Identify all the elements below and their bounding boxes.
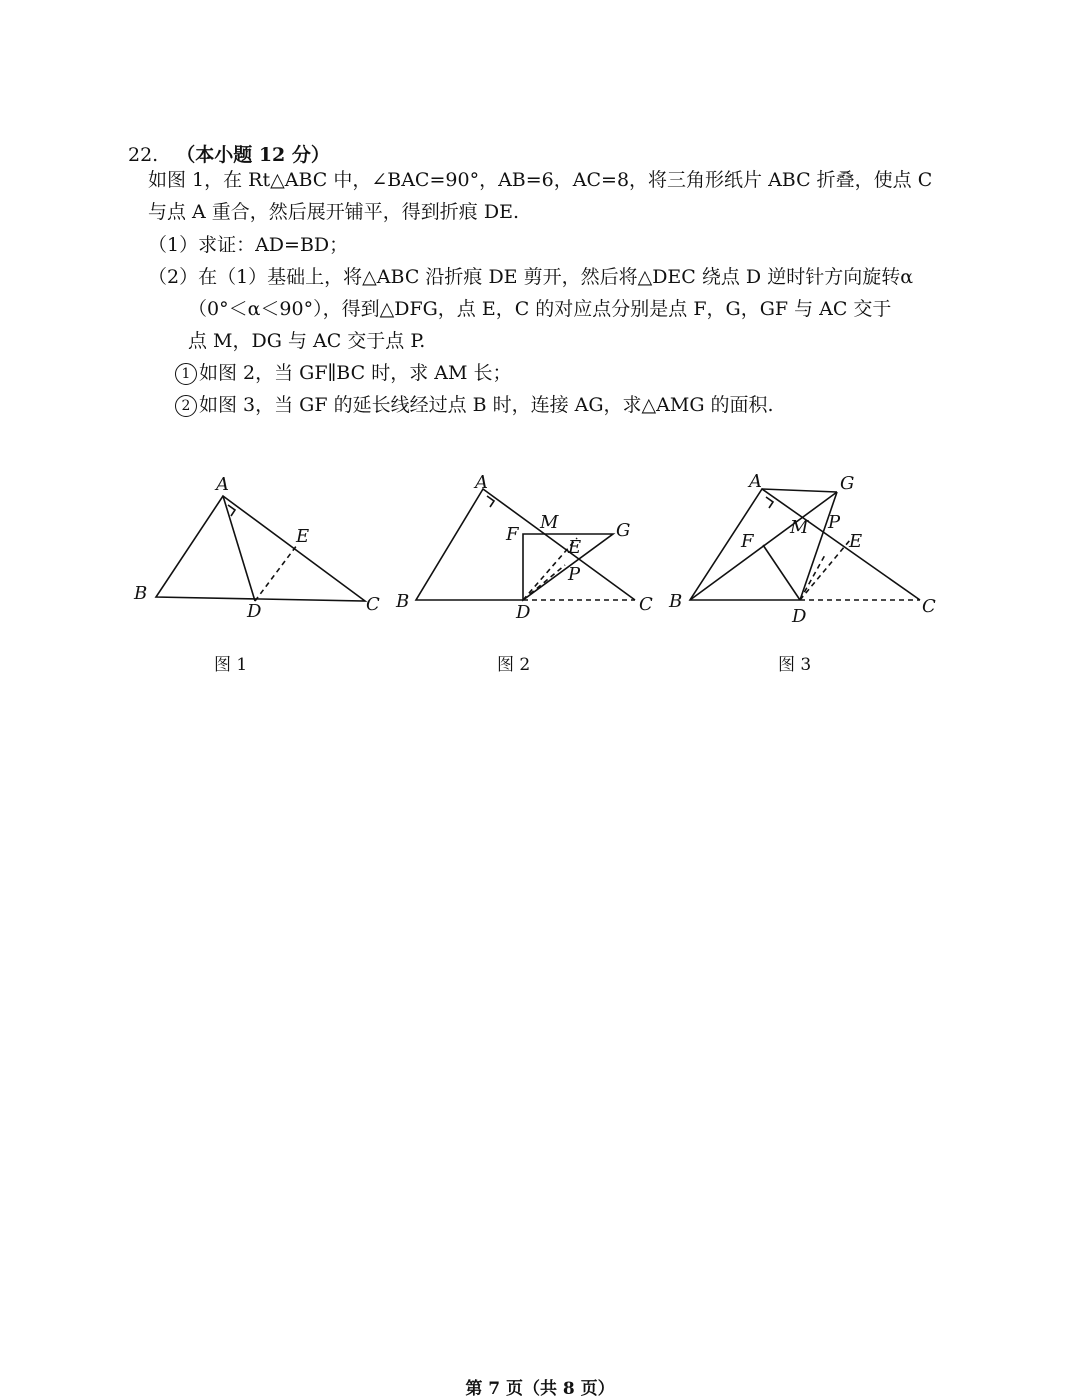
triangle-abc-solid xyxy=(416,489,635,600)
sub-question-2-text: 如图 3，当 GF 的延长线经过点 B 时，连接 AG，求△AMG 的面积. xyxy=(199,394,774,416)
label-m: M xyxy=(540,512,559,533)
segment-ag xyxy=(762,489,837,492)
intro-line-2: 与点 A 重合，然后展开铺平，得到折痕 DE. xyxy=(148,201,519,223)
page-footer: 第 7 页（共 8 页） xyxy=(465,1379,615,1399)
label-c: C xyxy=(639,594,653,615)
sub-question-1-text: 如图 2，当 GF∥BC 时，求 AM 长； xyxy=(199,362,512,384)
sub-question-1 xyxy=(175,357,511,389)
crease-de-dashed xyxy=(800,540,850,600)
figure-2-caption: 图 2 xyxy=(497,655,531,675)
figure-3-diagram xyxy=(665,465,950,630)
right-angle-mark xyxy=(766,497,773,508)
label-a: A xyxy=(475,472,488,493)
figure-3-caption: 图 3 xyxy=(778,655,812,675)
part-2-line-1: （2）在（1）基础上，将△ABC 沿折痕 DE 剪开，然后将△DEC 绕点 D 逆时针方向旋转α xyxy=(148,266,914,288)
triangle-abc xyxy=(156,496,365,601)
fold-crease-de xyxy=(255,545,297,601)
label-b: B xyxy=(134,583,148,604)
right-angle-mark xyxy=(487,496,494,507)
label-f: F xyxy=(741,531,754,552)
part-2-line-3: 点 M，DG 与 AC 交于点 P. xyxy=(188,330,426,352)
label-g: G xyxy=(840,473,855,494)
label-d: D xyxy=(516,602,531,623)
label-m: M xyxy=(790,517,809,538)
intro-line-1: 如图 1，在 Rt△ABC 中，∠BAC=90°，AB=6，AC=8，将三角形纸片 ABC 折叠，使点 C xyxy=(148,169,933,191)
label-a: A xyxy=(216,474,229,495)
circled-number-2: 2 xyxy=(175,395,197,417)
label-p: P xyxy=(828,512,841,533)
part-2-line-2: （0°＜α＜90°），得到△DFG，点 E，C 的对应点分别是点 F，G，GF 与 AC 交于 xyxy=(188,298,892,320)
figure-1-diagram xyxy=(120,465,390,630)
label-f: F xyxy=(506,524,519,545)
label-e: E xyxy=(296,526,310,547)
label-d: D xyxy=(247,601,262,622)
label-e: E xyxy=(849,531,863,552)
circled-number-1: 1 xyxy=(175,363,197,385)
figure-2-diagram xyxy=(390,465,665,630)
label-d: D xyxy=(792,606,807,627)
figure-1-caption: 图 1 xyxy=(214,655,248,675)
question-number: 22. xyxy=(128,144,159,166)
segment-dg xyxy=(800,492,837,600)
label-p: P xyxy=(568,564,581,585)
label-c: C xyxy=(922,596,936,617)
label-g: G xyxy=(616,520,631,541)
question-points: （本小题 12 分） xyxy=(176,144,330,166)
part-1: （1）求证：AD=BD； xyxy=(148,234,349,256)
segment-ad xyxy=(223,496,255,601)
label-b: B xyxy=(669,591,683,612)
label-c: C xyxy=(366,594,380,615)
segment-df xyxy=(763,545,800,600)
question-header xyxy=(128,140,330,167)
sub-question-2 xyxy=(175,389,774,421)
label-b: B xyxy=(396,591,410,612)
label-a: A xyxy=(749,471,762,492)
label-e: E xyxy=(568,537,582,558)
